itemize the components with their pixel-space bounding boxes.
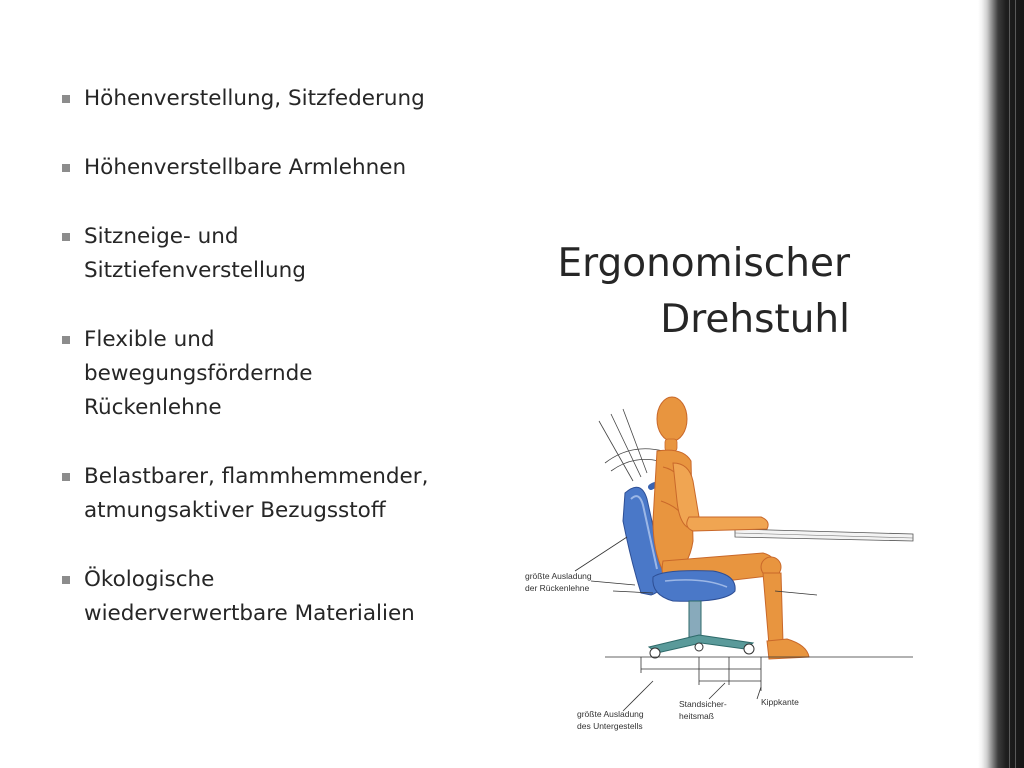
square-bullet-icon [62, 164, 70, 172]
office-chair-illustration [513, 381, 917, 743]
label-base-line1: größte Ausladung [577, 709, 644, 719]
square-bullet-icon [62, 233, 70, 241]
bullet-text: Belastbarer, flammhemmender, atmungsaktiver Bezugsstoff [84, 464, 429, 523]
square-bullet-icon [62, 336, 70, 344]
bullet-text: Höhenverstellung, Sitzfederung [84, 86, 425, 111]
bullet-text: Sitzneige- und Sitztiefenverstellung [84, 224, 306, 283]
bullet-item [60, 460, 480, 528]
chair-figure-drawing [513, 381, 917, 743]
label-stability-line2: heitsmaß [679, 711, 714, 721]
bullet-item [60, 220, 480, 288]
bullet-text: Ökologische wiederverwertbare Materialien [84, 567, 415, 626]
mannequin-figure [653, 397, 809, 659]
bullet-text: Flexible und bewegungsfördernde Rückenlehne [84, 327, 313, 420]
seat-cushion [653, 571, 735, 602]
label-base-line2: des Untergestells [577, 721, 643, 731]
table [735, 529, 913, 541]
border-stripe [1009, 0, 1010, 768]
label-backrest-line1: größte Ausladung [525, 571, 592, 581]
square-bullet-icon [62, 95, 70, 103]
label-stability-line1: Standsicher- [679, 699, 727, 709]
bullet-item [60, 323, 480, 425]
bullet-item [60, 563, 480, 631]
label-backrest-line2: der Rückenlehne [525, 583, 590, 593]
label-tipping-edge: Kippkante [761, 697, 799, 707]
backrest-angle-lines [599, 409, 663, 481]
slide-right-border [978, 0, 1024, 768]
slide-title: Ergonomischer Drehstuhl [557, 241, 850, 342]
bullet-list [60, 82, 480, 666]
square-bullet-icon [62, 473, 70, 481]
bullet-item [60, 82, 480, 116]
chair-base [649, 601, 754, 658]
bullet-item [60, 151, 480, 185]
border-stripe [1015, 0, 1016, 768]
bullet-text: Höhenverstellbare Armlehnen [84, 155, 407, 180]
square-bullet-icon [62, 576, 70, 584]
